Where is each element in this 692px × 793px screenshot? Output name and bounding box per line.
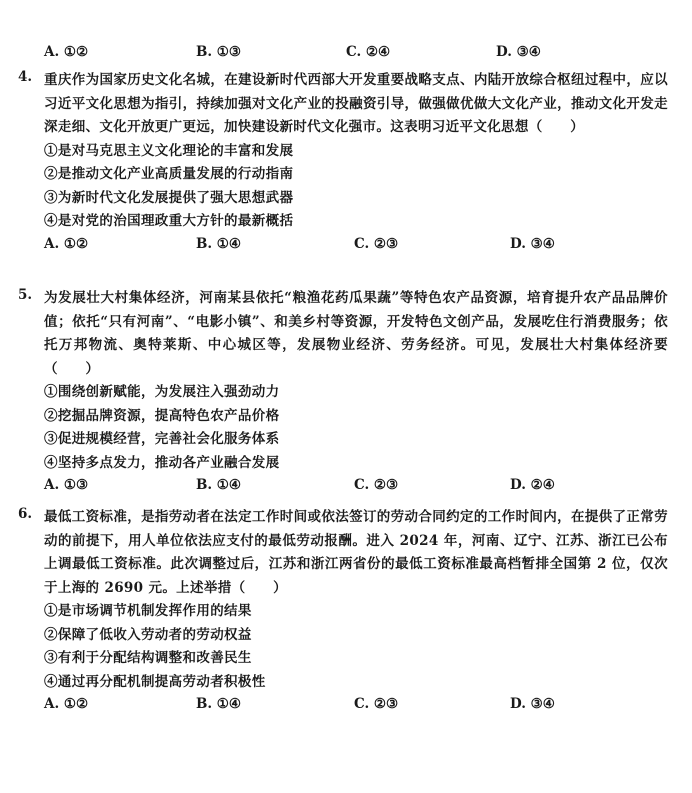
question-6-item-2: ②保障了低收入劳动者的劳动权益	[44, 626, 252, 643]
question-6-item-1: ①是市场调节机制发挥作用的结果	[44, 603, 252, 619]
question-5-stem: 为发展壮大村集体经济，河南某县依托“粮渔花药瓜果蔬”等特色农产品资源，培育提升农产品品牌价值；依托“只有河南”、“电影小镇”、和美乡村等资源，开发特色文创产品，发展吃住行消费服务；依托万邦物流、奥特莱斯、中心城区等，发展物业经济、劳务经济。可见，发展壮大村集体经济要（ ）	[44, 290, 668, 377]
question-4-item-1: ①是对马克思主义文化理论的丰富和发展	[44, 142, 294, 159]
question-5-item-1: ①围绕创新赋能，为发展注入强劲动力	[44, 384, 280, 400]
q4-option-b[interactable]: B. ①④	[196, 235, 242, 252]
question-4-items	[44, 140, 668, 234]
question-4-item-4: ④是对党的治国理政重大方针的最新概括	[44, 213, 294, 229]
q3-option-d[interactable]: D. ③④	[496, 44, 541, 60]
q5-option-d[interactable]: D. ②④	[510, 477, 555, 493]
question-6-options	[44, 694, 668, 718]
question-6-item-4: ④通过再分配机制提高劳动者积极性	[44, 673, 266, 690]
question-6	[18, 506, 668, 718]
q4-option-a[interactable]: A. ①②	[44, 235, 89, 252]
q3-option-b[interactable]: B. ①③	[196, 44, 242, 60]
q3-option-c[interactable]: C. ②④	[346, 44, 391, 60]
question-5	[18, 287, 668, 499]
question-4-stem: 重庆作为国家历史文化名城，在建设新时代西部大开发重要战略支点、内陆开放综合枢纽过程中，应以习近平文化思想为指引，持续加强对文化产业的投融资引导，做强做优做大文化产业，推动文化开发走深走细、文化开放更广更远，加快建设新时代文化强市。这表明习近平文化思想（ ）	[44, 72, 668, 135]
q4-option-d[interactable]: D. ③④	[510, 235, 555, 252]
question-6-stem: 最低工资标准，是指劳动者在法定工作时间或依法签订的劳动合同约定的工作时间内，在提供了正常劳动的前提下，用人单位依法应支付的最低劳动报酬。进入 2024 年，河南、辽宁、江苏、浙江已公布上调最低工资标准。此次调整过后，江苏和浙江两省份的最低工资标准最高档暂排全国第 2 位，仅次于上海的 2690 元。上述举措（ ）	[44, 509, 668, 596]
q5-option-c[interactable]: C. ②③	[354, 477, 399, 493]
q3-options	[44, 44, 654, 64]
question-5-number: 5.	[18, 287, 33, 303]
question-6-items	[44, 600, 668, 694]
question-5-item-4: ④坚持多点发力，推动各产业融合发展	[44, 454, 280, 471]
q6-option-d[interactable]: D. ③④	[510, 696, 555, 712]
q5-option-b[interactable]: B. ①④	[196, 477, 242, 493]
question-4-number: 4.	[18, 69, 33, 85]
q6-option-a[interactable]: A. ①②	[44, 696, 89, 712]
question-5-item-2: ②挖掘品牌资源，提高特色农产品价格	[44, 407, 280, 424]
q3-option-a[interactable]: A. ①②	[44, 44, 89, 60]
q6-option-b[interactable]: B. ①④	[196, 696, 242, 712]
question-5-items	[44, 381, 668, 475]
question-5-options	[44, 475, 668, 499]
q4-option-c[interactable]: C. ②③	[354, 235, 399, 252]
question-5-item-3: ③促进规模经营，完善社会化服务体系	[44, 431, 280, 447]
question-4-options	[44, 234, 668, 258]
q6-option-c[interactable]: C. ②③	[354, 696, 399, 712]
q5-option-a[interactable]: A. ①③	[44, 477, 89, 493]
question-4-item-2: ②是推动文化产业高质量发展的行动指南	[44, 166, 294, 182]
question-4	[18, 69, 668, 258]
question-6-item-3: ③有利于分配结构调整和改善民生	[44, 650, 252, 666]
question-4-item-3: ③为新时代文化发展提供了强大思想武器	[44, 189, 294, 206]
question-6-number: 6.	[18, 506, 33, 522]
